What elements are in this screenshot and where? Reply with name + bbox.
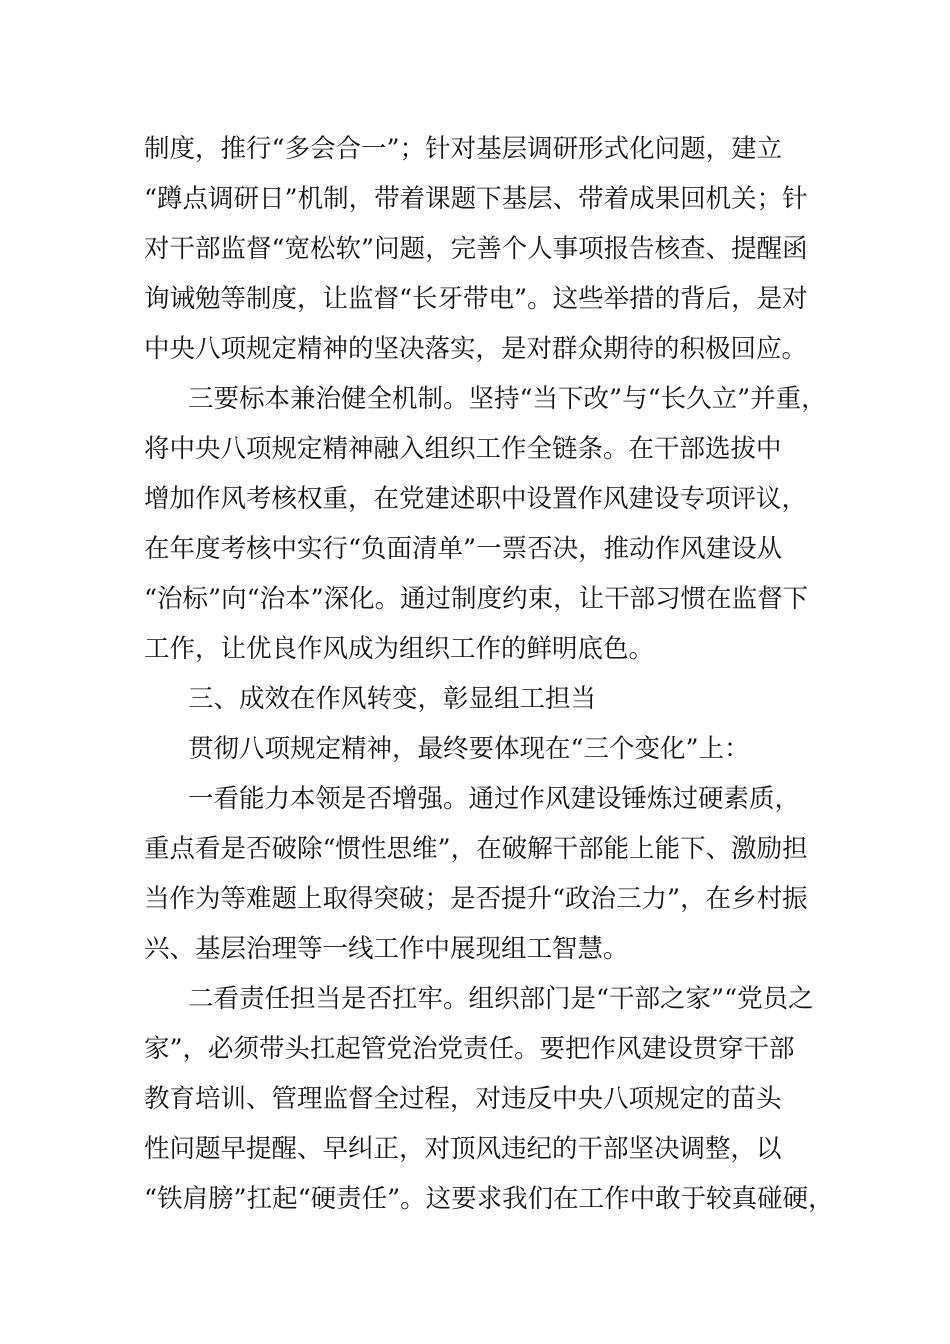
- text-line: 对干部监督“宽松软”问题，完善个人事项报告核查、提醒函: [144, 234, 808, 264]
- text-line: 教育培训、管理监督全过程，对违反中央八项规定的苗头: [144, 1084, 782, 1114]
- text-line: 当作为等难题上取得突破；是否提升“政治三力”，在乡村振: [144, 884, 808, 914]
- text-line: 重点看是否破除“惯性思维”，在破解干部能上能下、激励担: [144, 834, 808, 864]
- text-line: “蹲点调研日”机制，带着课题下基层、带着成果回机关；针: [144, 184, 808, 214]
- text-line: 性问题早提醒、早纠正，对顶风违纪的干部坚决调整，以: [144, 1134, 782, 1164]
- paragraph-start-line: 三要标本兼治健全机制。坚持“当下改”与“长久立”并重，: [188, 384, 827, 414]
- paragraph-start-line: 一看能力本领是否增强。通过作风建设锤炼过硬素质，: [188, 784, 801, 814]
- text-line: 制度，推行“多会合一”；针对基层调研形式化问题，建立: [144, 134, 783, 164]
- text-line: 将中央八项规定精神融入组织工作全链条。在干部选拔中: [144, 434, 782, 464]
- text-line: 中央八项规定精神的坚决落实，是对群众期待的积极回应。: [144, 334, 808, 364]
- paragraph-start-line: 贯彻八项规定精神，最终要体现在“三个变化”上：: [188, 734, 750, 764]
- text-line: 家”，必须带头扛起管党治党责任。要把作风建设贯穿干部: [144, 1034, 795, 1064]
- text-line: 兴、基层治理等一线工作中展现组工智慧。: [144, 934, 629, 964]
- text-line: “治标”向“治本”深化。通过制度约束，让干部习惯在监督下: [144, 584, 809, 614]
- text-line: 工作，让优良作风成为组织工作的鲜明底色。: [144, 634, 655, 664]
- text-line: 增加作风考核权重，在党建述职中设置作风建设专项评议，: [144, 484, 808, 514]
- text-line: 询诫勉等制度，让监督“长牙带电”。这些举措的背后，是对: [144, 284, 808, 314]
- text-line: 在年度考核中实行“负面清单”一票否决，推动作风建设从: [144, 534, 783, 564]
- text-line: “铁肩膀”扛起“硬责任”。这要求我们在工作中敢于较真碰硬，: [144, 1184, 834, 1214]
- section-heading: 三、成效在作风转变，彰显组工担当: [188, 684, 597, 714]
- paragraph-start-line: 二看责任担当是否扛牢。组织部门是“干部之家”“党员之: [188, 984, 814, 1014]
